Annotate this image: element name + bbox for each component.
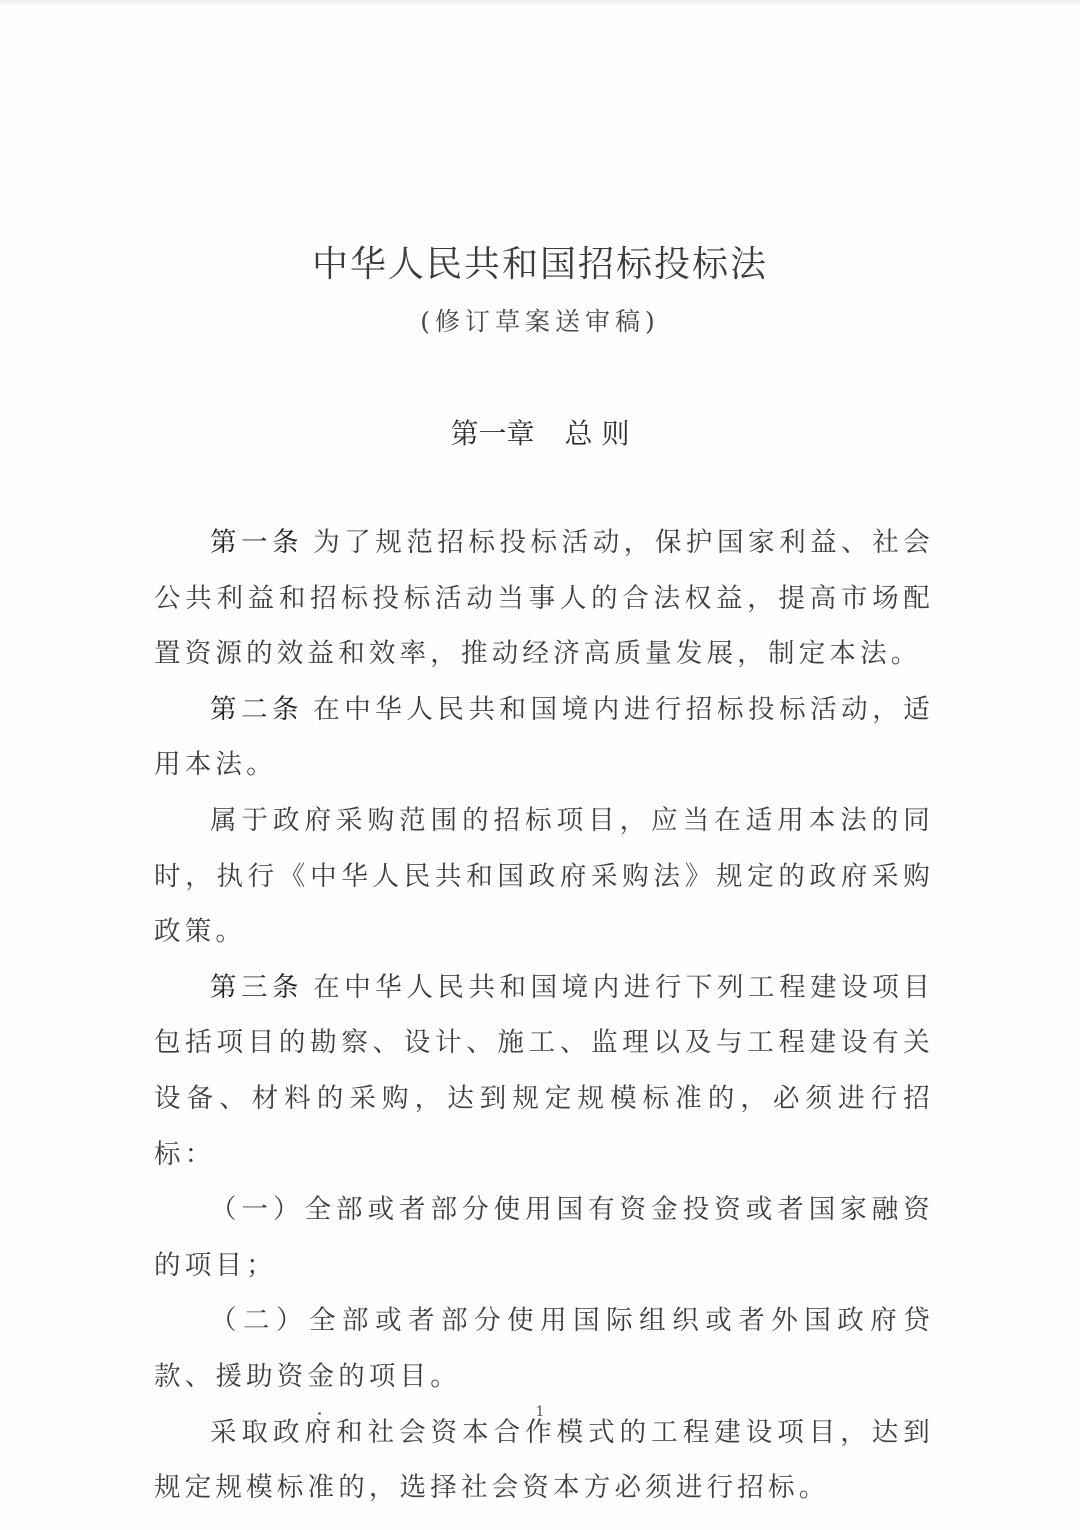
paragraph-text: 为了规范招标投标活动，保护国家利益、社会公共利益和招标投标活动当事人的合法权益，提高市场配置资源的效益和效率，推动经济高质量发展，制定本法。	[154, 527, 935, 670]
paragraph-text: 在中华人民共和国境内进行招标投标活动，适用本法。	[154, 693, 935, 781]
paragraph-text: （二）全部或者部分使用国际组织或者外国政府贷款、援助资金的项目。	[154, 1305, 934, 1392]
list-item	[154, 1293, 934, 1404]
list-item	[154, 1182, 934, 1293]
scan-edge	[0, 0, 1080, 6]
paragraph-article-2	[154, 682, 934, 793]
paragraph-article-3	[154, 960, 934, 1182]
chapter-name: 总 则	[564, 417, 630, 450]
paragraph-text: 属于政府采购范围的招标项目，应当在适用本法的同时，执行《中华人民共和国政府采购法》规定的政府采购政策。	[154, 804, 934, 948]
article-label: 第一条	[210, 527, 304, 558]
article-label: 第三条	[210, 971, 304, 1003]
page-number: 1	[535, 1404, 545, 1420]
paragraph	[154, 1405, 934, 1516]
paragraph-text: （一）全部或者部分使用国有资金投资或者国家融资的项目；	[154, 1194, 934, 1281]
document-title: 中华人民共和国招标投标法	[311, 244, 768, 285]
chapter-number: 第一章	[450, 417, 535, 450]
document-body	[154, 515, 934, 1516]
document-subtitle: (修订草案送审稿)	[420, 307, 660, 336]
paragraph-text: 在中华人民共和国境内进行下列工程建设项目包括项目的勘察、设计、施工、监理以及与工程建设有关设备、材料的采购，达到规定规模标准的，必须进行招标：	[154, 971, 935, 1170]
paragraph-text: 采取政府和社会资本合作模式的工程建设项目，达到规定规模标准的，选择社会资本方必须进行招标。	[154, 1416, 934, 1504]
paragraph-article-1	[154, 515, 934, 682]
chapter-heading	[0, 412, 1080, 452]
article-label: 第二条	[210, 693, 304, 725]
paragraph	[154, 793, 934, 960]
